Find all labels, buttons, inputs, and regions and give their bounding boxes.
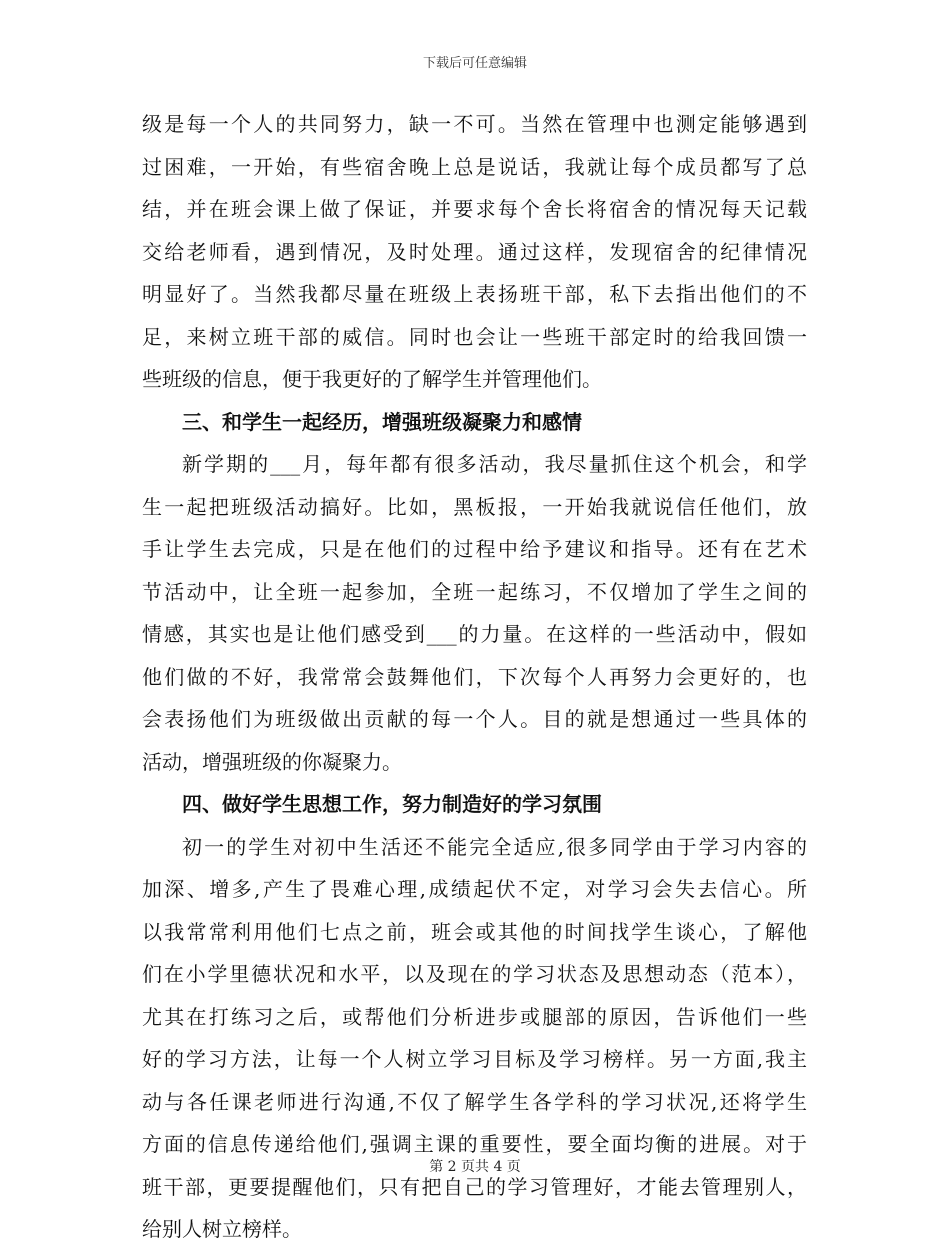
- document-body: [142, 103, 807, 1251]
- section-heading: 四、做好学生思想工作，努力制造好的学习氛围: [182, 792, 602, 816]
- body-line: 他们做的不好，我常常会鼓舞他们，下次每个人再努力会更好的，也: [142, 664, 807, 689]
- paragraph-first-line: 初一的学生对初中生活还不能完全适应,很多同学由于学习内容的: [182, 834, 807, 859]
- body-line: 动与各任课老师进行沟通,不仅了解学生各学科的学习状况,还将学生: [142, 1089, 807, 1114]
- body-line: 足，来树立班干部的威信。同时也会让一些班干部定时的给我回馈一: [142, 324, 807, 349]
- body-line: 明显好了。当然我都尽量在班级上表扬班干部，私下去指出他们的不: [142, 282, 807, 306]
- body-line: 给别人树立榜样。: [142, 1217, 302, 1241]
- body-line: 结，并在班会课上做了保证，并要求每个舍长将宿舍的情况每天记载: [142, 197, 807, 221]
- body-line: 生一起把班级活动搞好。比如，黑板报，一开始我就说信任他们，放: [142, 494, 807, 519]
- body-line: 方面的信息传递给他们,强调主课的重要性，要全面均衡的进展。对于: [142, 1132, 807, 1156]
- body-line: 交给老师看，遇到情况，及时处理。通过这样，发现宿舍的纪律情况: [142, 239, 807, 264]
- body-line: 些班级的信息，便于我更好的了解学生并管理他们。: [142, 367, 602, 391]
- body-line: 会表扬他们为班级做出贡献的每一个人。目的就是想通过一些具体的: [142, 707, 807, 731]
- page-header: 下载后可任意编辑: [422, 56, 527, 71]
- body-line: 情感，其实也是让他们感受到___的力量。在这样的一些活动中，假如: [142, 622, 807, 646]
- body-line: 手让学生去完成，只是在他们的过程中给予建议和指导。还有在艺术: [142, 537, 807, 561]
- body-line: 活动，增强班级的你凝聚力。: [142, 749, 402, 774]
- body-line: 们在小学里德状况和水平，以及现在的学习状态及思想动态（范本），: [142, 962, 807, 986]
- body-line: 好的学习方法，让每一个人树立学习目标及学习榜样。另一方面,我主: [142, 1047, 807, 1071]
- body-line: 节活动中，让全班一起参加，全班一起练习，不仅增加了学生之间的: [142, 579, 807, 604]
- body-line: 过困难，一开始，有些宿舍晚上总是说话，我就让每个成员都写了总: [142, 154, 807, 179]
- body-line: 以我常常利用他们七点之前，班会或其他的时间找学生谈心，了解他: [142, 919, 807, 944]
- body-line: 加深、增多,产生了畏难心理,成绩起伏不定，对学习会失去信心。所: [142, 877, 807, 901]
- page-footer: 第 2 页共 4 页: [429, 1159, 521, 1175]
- body-line: 级是每一个人的共同努力，缺一不可。当然在管理中也测定能够遇到: [142, 112, 807, 136]
- paragraph-first-line: 新学期的___月，每年都有很多活动，我尽量抓住这个机会，和学: [182, 452, 807, 476]
- section-heading: 三、和学生一起经历，增强班级凝聚力和感情: [182, 409, 582, 434]
- body-line: 班干部，更要提醒他们，只有把自己的学习管理好，才能去管理别人，: [142, 1174, 807, 1199]
- body-line: 尤其在打练习之后，或帮他们分析进步或腿部的原因，告诉他们一些: [142, 1004, 807, 1029]
